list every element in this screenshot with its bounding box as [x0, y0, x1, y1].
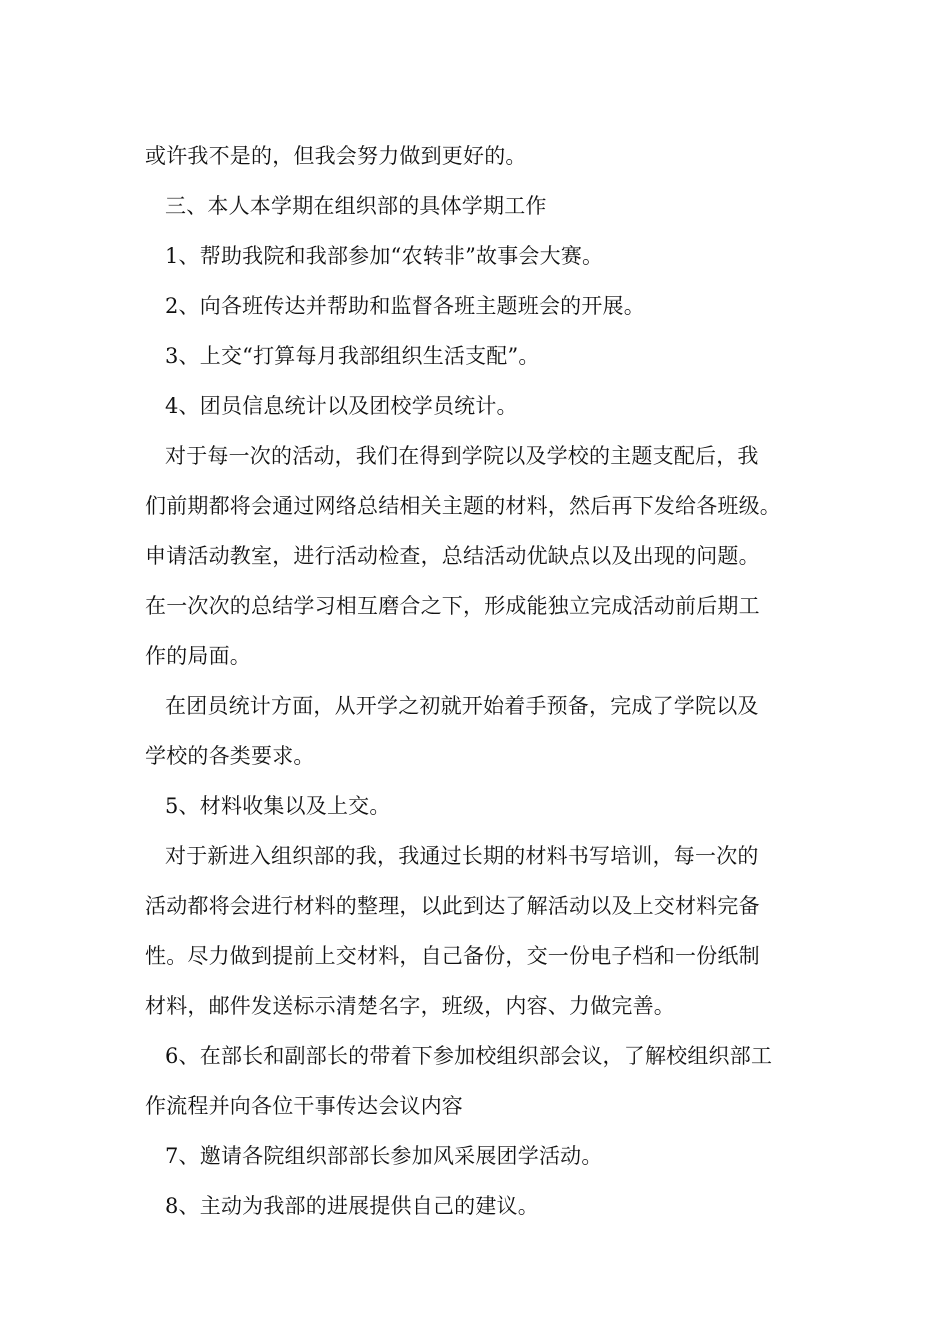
paragraph-line: 活动都将会进行材料的整理，以此到达了解活动以及上交材料完备 [145, 894, 760, 918]
paragraph-line: 作的局面。 [145, 644, 251, 668]
paragraph-line: 性。尽力做到提前上交材料，自己备份，交一份电子档和一份纸制 [145, 944, 760, 968]
list-item: 5、材料收集以及上交。 [165, 794, 391, 818]
paragraph-line: 在一次次的总结学习相互磨合之下，形成能独立完成活动前后期工 [145, 594, 760, 618]
paragraph-line: 对于每一次的活动，我们在得到学院以及学校的主题支配后，我 [165, 444, 759, 468]
section-heading: 三、本人本学期在组织部的具体学期工作 [165, 194, 547, 218]
list-item: 6、在部长和副部长的带着下参加校组织部会议，了解校组织部工 [165, 1044, 773, 1068]
list-item: 2、向各班传达并帮助和监督各班主题班会的开展。 [165, 294, 645, 318]
text-line: 或许我不是的，但我会努力做到更好的。 [145, 144, 527, 168]
paragraph-line: 们前期都将会通过网络总结相关主题的材料，然后再下发给各班级。 [145, 494, 781, 518]
paragraph-line: 材料，邮件发送标示清楚名字，班级，内容、力做完善。 [145, 994, 675, 1018]
list-item: 4、团员信息统计以及团校学员统计。 [165, 394, 518, 418]
list-item: 1、帮助我院和我部参加“农转非”故事会大赛。 [165, 244, 604, 268]
paragraph-line: 申请活动教室，进行活动检查，总结活动优缺点以及出现的问题。 [145, 544, 760, 568]
list-item: 3、上交“打算每月我部组织生活支配”。 [165, 344, 540, 368]
paragraph-line: 学校的各类要求。 [145, 744, 315, 768]
paragraph-line: 在团员统计方面，从开学之初就开始着手预备，完成了学院以及 [165, 694, 759, 718]
document-page [145, 131, 825, 1231]
list-item: 7、邀请各院组织部部长参加风采展团学活动。 [165, 1144, 603, 1168]
paragraph-line: 作流程并向各位干事传达会议内容 [145, 1094, 463, 1118]
paragraph-line: 对于新进入组织部的我，我通过长期的材料书写培训，每一次的 [165, 844, 759, 868]
list-item: 8、主动为我部的进展提供自己的建议。 [165, 1194, 539, 1218]
